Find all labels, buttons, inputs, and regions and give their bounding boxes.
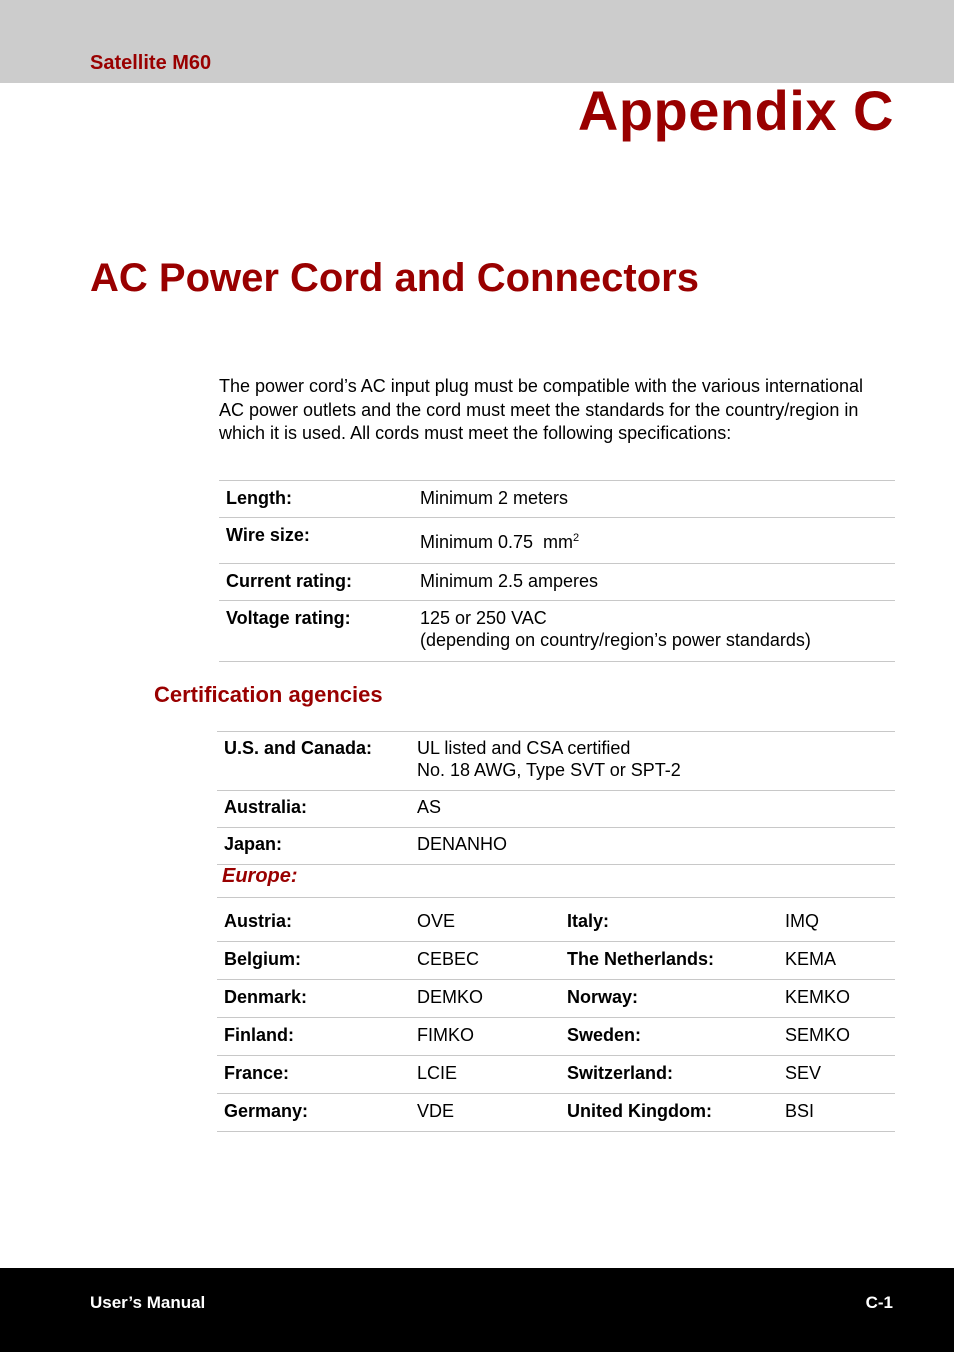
section-title: AC Power Cord and Connectors: [90, 256, 699, 300]
table-row: [217, 732, 895, 791]
footer-manual-label: User’s Manual: [90, 1293, 206, 1312]
agency-name: SEV: [785, 1056, 895, 1094]
country-name: Norway:: [567, 980, 785, 1018]
agency-name: KEMA: [785, 942, 895, 980]
agency-name: IMQ: [785, 904, 895, 942]
europe-row: [217, 865, 895, 898]
table-row: [217, 1094, 895, 1132]
spec-value-cell: [420, 518, 895, 564]
agency-value-cell: [417, 732, 895, 791]
agency-region: U.S. and Canada:: [217, 732, 417, 791]
spec-value-note: (depending on country/region’s power standards): [420, 630, 811, 650]
country-name: France:: [217, 1056, 417, 1094]
europe-label: Europe:: [222, 865, 298, 887]
table-row: [219, 481, 895, 518]
agency-name: LCIE: [417, 1056, 567, 1094]
table-row: [217, 980, 895, 1018]
agency-name: FIMKO: [417, 1018, 567, 1056]
spec-label: Voltage rating:: [219, 601, 420, 662]
country-name: Austria:: [217, 904, 417, 942]
agency-name: CEBEC: [417, 942, 567, 980]
country-name: Belgium:: [217, 942, 417, 980]
table-row: [217, 904, 895, 942]
spec-value-cell: [420, 601, 895, 662]
country-name: Denmark:: [217, 980, 417, 1018]
country-name: Switzerland:: [567, 1056, 785, 1094]
country-name: Germany:: [217, 1094, 417, 1132]
table-row: [217, 942, 895, 980]
country-name: Sweden:: [567, 1018, 785, 1056]
agency-value: DENANHO: [417, 828, 895, 865]
agency-value: UL listed and CSA certified: [417, 738, 631, 758]
superscript: 2: [573, 532, 580, 544]
table-row: [219, 564, 895, 601]
spec-value: Minimum 2.5 amperes: [420, 564, 895, 601]
spec-value: Minimum 2 meters: [420, 481, 895, 518]
country-name: Italy:: [567, 904, 785, 942]
certification-table: [217, 731, 895, 898]
country-name: The Netherlands:: [567, 942, 785, 980]
agency-value: AS: [417, 791, 895, 828]
agency-name: KEMKO: [785, 980, 895, 1018]
spec-label: Length:: [219, 481, 420, 518]
header-product-name: Satellite M60: [90, 52, 212, 74]
agency-name: BSI: [785, 1094, 895, 1132]
spec-value: 125 or 250 VAC: [420, 608, 547, 628]
table-row: [217, 791, 895, 828]
table-row: [217, 1056, 895, 1094]
page-number: C-1: [865, 1293, 893, 1312]
agency-name: OVE: [417, 904, 567, 942]
europe-cell: [217, 865, 895, 898]
table-row: [219, 518, 895, 564]
country-name: Finland:: [217, 1018, 417, 1056]
spec-table: [219, 480, 895, 662]
spec-value: Minimum 0.75 mm: [420, 532, 574, 552]
agency-name: SEMKO: [785, 1018, 895, 1056]
agency-name: VDE: [417, 1094, 567, 1132]
appendix-title: Appendix C: [577, 79, 894, 142]
agency-value-note: No. 18 AWG, Type SVT or SPT-2: [417, 760, 681, 780]
table-row: [217, 1018, 895, 1056]
certification-heading: Certification agencies: [154, 682, 383, 707]
agency-name: DEMKO: [417, 980, 567, 1018]
spec-label: Current rating:: [219, 564, 420, 601]
spec-label: Wire size:: [219, 518, 420, 564]
agency-region: Australia:: [217, 791, 417, 828]
table-row: [217, 828, 895, 865]
europe-table: [217, 904, 895, 1132]
agency-region: Japan:: [217, 828, 417, 865]
intro-paragraph: The power cord’s AC input plug must be compatible with the various international AC power outlets and the cord must meet the standards for the country/region in which it is used. All cords must meet the following specifications:: [219, 376, 864, 443]
country-name: United Kingdom:: [567, 1094, 785, 1132]
table-row: [219, 601, 895, 662]
